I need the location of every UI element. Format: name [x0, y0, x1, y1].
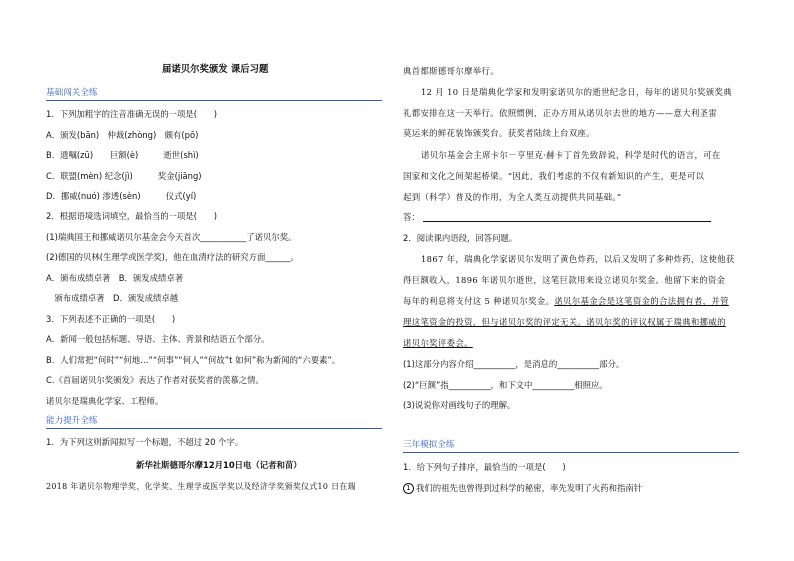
news-paragraph-line: 诺贝尔基金会主席卡尔－亨里克·赫卡丁首先致辞说，科学是时代的语言，可在	[421, 150, 721, 160]
question-3: 3．下列表述不正确的一项是( )	[46, 314, 176, 324]
question-1-option-b: B．遗嘱(zū) 巨额(è) 逝世(shì)	[46, 150, 199, 160]
sub-question-2: (2)“巨额”指__________，和下文中__________相照应。	[403, 380, 608, 390]
underlined-sentence: 诺贝尔基金会是这笔资金的合法拥有者，并管	[554, 296, 729, 306]
question-3-option-c: C.《首届诺贝尔奖颁发》表达了作者对获奖者的羡慕之情。	[46, 375, 264, 385]
answer-line	[423, 221, 711, 222]
circled-number: 1	[403, 483, 414, 494]
underlined-sentence: 诺贝尔奖评委会。	[403, 338, 473, 348]
news-paragraph-line: 2018 年诺贝尔物理学奖、化学奖、生理学或医学奖以及经济学奖颁奖仪式10 日在瑞	[46, 482, 356, 491]
news-paragraph-line: 莫运来的鲜花装饰颁奖台。获奖者陆续上台双座。	[403, 128, 595, 138]
section-heading-mock: 三年模拟全练	[403, 440, 455, 450]
question-1-option-c: C．联盟(mèn) 纪念(jì) 奖金(jiāng)	[46, 171, 202, 181]
sub-question-1: (1)这部分内容介绍__________，是消息的__________部分。	[403, 359, 625, 369]
mock-question-1-item-1: 1 我们的祖先也曾得到过科学的秘密，率先发明了火药和指南针	[403, 483, 642, 494]
question-3-option-d: 诺贝尔是瑞典化学家、工程师。	[46, 396, 164, 406]
question-2-sentence-1: (1)瑞典国王和挪威诺贝尔基金会今天首次___________了诺贝尔奖。	[46, 232, 297, 242]
question-2-sentence-2: (2)德国的贝林(生理学或医学奖)，他在血清疗法的研究方面______。	[46, 252, 299, 262]
news-dateline: 新华社斯德哥尔摩12月10日电（记者和苗）	[136, 460, 302, 470]
question-2: 2．根据语境选词填空，最恰当的一项是( )	[46, 211, 217, 221]
reading-paragraph-line: 1867 年，瑞典化学家诺贝尔发明了黄色炸药，以后又发明了多种炸药，这使他获	[421, 254, 735, 264]
news-paragraph-line: 国家和文化之间架起桥梁。“因此，我们考虑的不仅有新知识的产生，更是可以	[403, 171, 705, 181]
question-2-option-a: A．颁布成绩卓著 B．颁发成绩卓著	[46, 273, 184, 283]
news-paragraph-line: 典首都斯德哥尔摩举行。	[403, 66, 499, 76]
page-title: 届诺贝尔奖颁发 课后习题	[162, 64, 269, 75]
news-paragraph-line: 12 月 10 日是瑞典化学家和发明家诺贝尔的逝世纪念日，每年的诺贝尔奖颁奖典	[421, 87, 732, 97]
sub-question-3: (3)说说你对画线句子的理解。	[403, 400, 516, 410]
section-divider	[46, 428, 382, 429]
reading-paragraph-line: 每年的利息将支付这 5 种诺贝尔奖金。诺贝尔基金会是这笔资金的合法拥有者，并管	[403, 296, 729, 306]
question-3-option-a: A．新闻一般包括标题、导语、主体、背景和结语五个部分。	[46, 334, 270, 344]
section-divider	[46, 100, 382, 101]
ability-question-1: 1．为下列这则新闻拟写一个标题，不超过 20 个字。	[46, 437, 244, 447]
section-divider	[403, 452, 739, 453]
news-paragraph-line: 礼都安排在这一天举行。依照惯例，正办方用从诺贝尔去世的地方——意大利圣雷	[403, 108, 718, 118]
section-heading-ability: 能力提升全练	[46, 416, 98, 426]
news-paragraph-line: 起到（科学）普及的作用，为全人类互动提供共同基础。”	[403, 192, 622, 202]
question-3-option-b: B．人们常把“何时”“何地…”“何事”“何人”“何故”t 如何”称为新闻的“六要素”。	[46, 355, 341, 365]
underlined-sentence: 理这笔资金的投资，但与诺贝尔奖的评定无关。诺贝尔奖的评议权属于瑞典和挪威的	[403, 317, 726, 327]
question-2-reading: 2．阅读课内语段，回答问题。	[403, 233, 518, 243]
question-1-option-a: A．颁发(bān) 仲裁(zhòng) 颇有(pō)	[46, 130, 199, 140]
question-1-option-d: D．挪威(nuó) 渗透(sèn) 仪式(yí)	[46, 191, 197, 201]
answer-label: 答：	[403, 212, 420, 222]
question-2-option-b: 颁布成绩卓著 D．颁发成绩卓越	[46, 293, 179, 303]
reading-paragraph-line: 得巨额收入，1896 年诺贝尔逝世，这笔巨款用来设立诺贝尔奖金。他留下来的资金	[403, 275, 726, 285]
question-1: 1．下列加粗字的注音准确无误的一项是( )	[46, 109, 217, 119]
section-heading-basic: 基础闯关全练	[46, 88, 98, 98]
mock-question-1: 1．给下列句子排序，最恰当的一项是( )	[403, 462, 566, 472]
